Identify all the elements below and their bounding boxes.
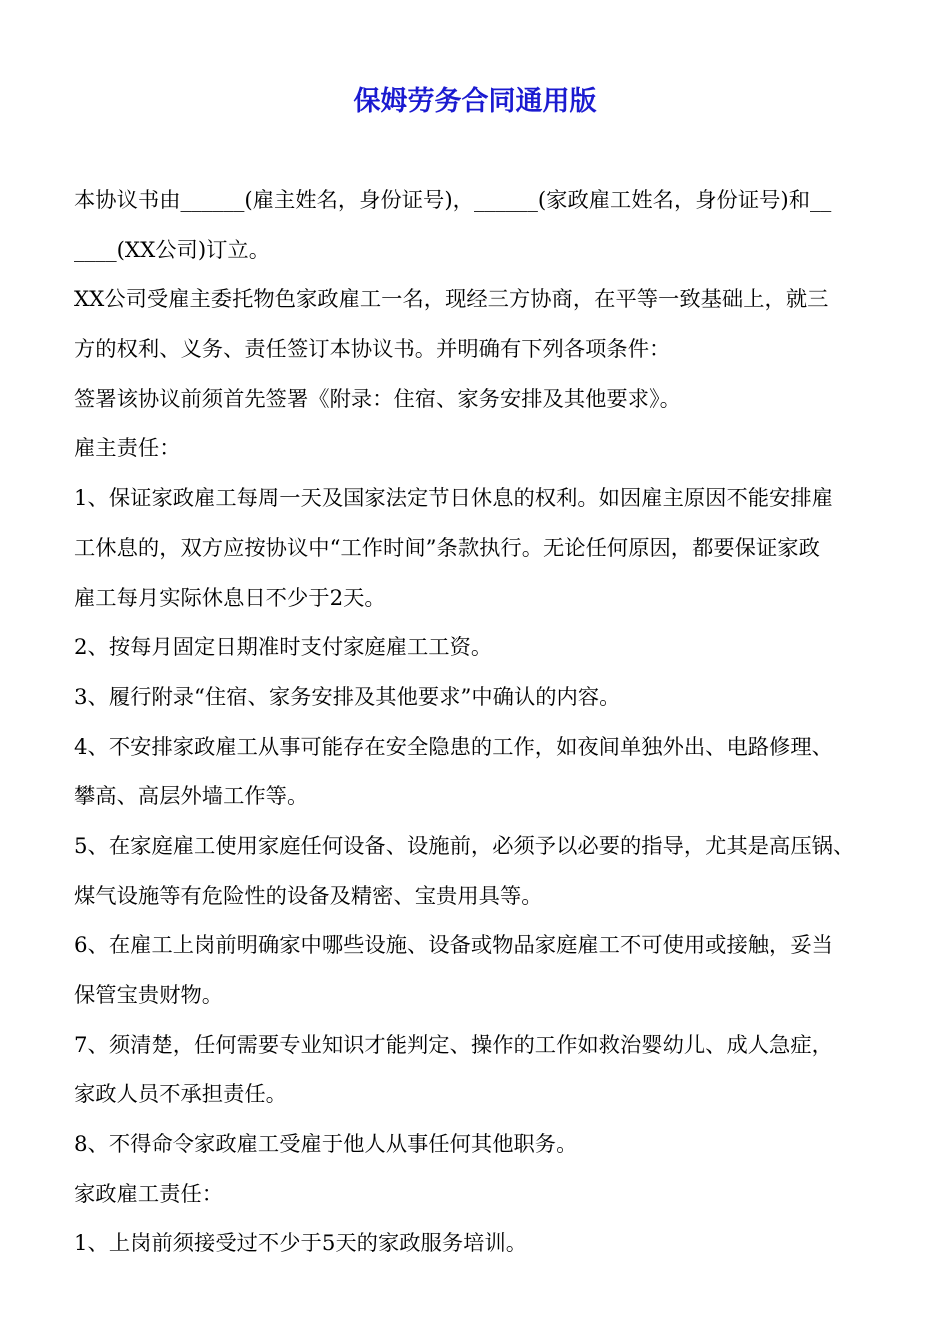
body-line: 1、上岗前须接受过不少于5天的家政服务培训。 (74, 1231, 528, 1257)
body-line: 本协议书由______(雇主姓名，身份证号)，______(家政雇工姓名，身份证号)和__ (74, 188, 832, 213)
body-line: 工休息的，双方应按协议中“工作时间”条款执行。无论任何原因，都要保证家政 (74, 535, 820, 561)
section-heading-employer: 雇主责任： (74, 436, 181, 462)
body-line: 3、履行附录“住宿、家务安排及其他要求”中确认的内容。 (74, 684, 621, 710)
body-line: 5、在家庭雇工使用家庭任何设备、设施前，必须予以必要的指导，尤其是高压锅、 (74, 833, 855, 859)
body-line: 煤气设施等有危险性的设备及精密、宝贵用具等。 (74, 883, 543, 909)
body-line: 6、在雇工上岗前明确家中哪些设施、设备或物品家庭雇工不可使用或接触，妥当 (74, 933, 833, 959)
document-title: 保姆劳务合同通用版 (353, 86, 597, 117)
body-line: 保管宝贵财物。 (74, 983, 224, 1008)
body-line: 家政人员不承担责任。 (74, 1082, 287, 1108)
body-line: ____(XX公司)订立。 (74, 237, 271, 263)
body-line: 2、按每月固定日期准时支付家庭雇工工资。 (74, 635, 493, 661)
body-line: 方的权利、义务、责任签订本协议书。并明确有下列各项条件： (74, 337, 671, 363)
body-line: 雇工每月实际休息日不少于2天。 (74, 585, 386, 611)
body-line: 攀高、高层外墙工作等。 (74, 784, 309, 810)
body-line: XX公司受雇主委托物色家政雇工一名，现经三方协商，在平等一致基础上，就三 (74, 287, 829, 313)
body-line: 4、不安排家政雇工从事可能存在安全隐患的工作，如夜间单独外出、电路修理、 (74, 734, 833, 760)
section-heading-worker: 家政雇工责任： (74, 1181, 224, 1207)
document-body (74, 176, 894, 1269)
body-line: 7、须清楚，任何需要专业知识才能判定、操作的工作如救治婴幼儿、成人急症， (74, 1032, 833, 1058)
body-line: 8、不得命令家政雇工受雇于他人从事任何其他职务。 (74, 1132, 578, 1158)
body-line: 1、保证家政雇工每周一天及国家法定节日休息的权利。如因雇主原因不能安排雇 (74, 486, 833, 512)
body-line: 签署该协议前须首先签署《附录：住宿、家务安排及其他要求》。 (74, 386, 681, 412)
